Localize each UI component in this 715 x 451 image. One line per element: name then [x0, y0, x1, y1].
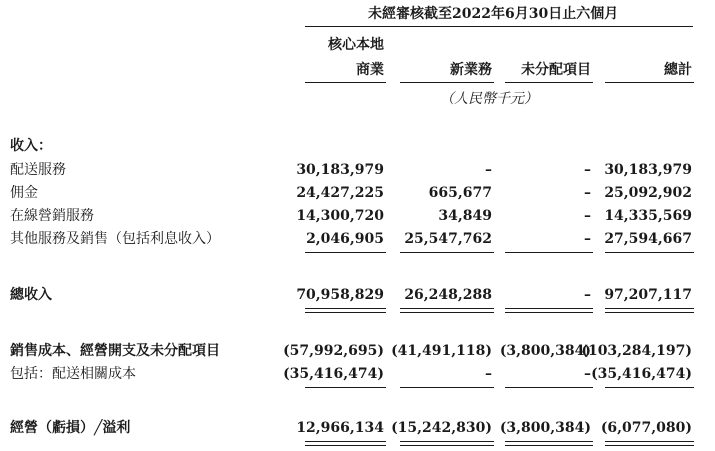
- total-double-rule-3: [505, 308, 593, 313]
- operating-double-rule-1: [305, 441, 386, 446]
- operating-double-rule-3: [505, 441, 593, 446]
- cell: 14,300,720: [296, 208, 384, 224]
- col-header-new: 新業務: [450, 62, 492, 78]
- costs-rule-1: [305, 387, 386, 388]
- cell: –: [584, 208, 591, 224]
- subtotal-rule-3: [505, 252, 593, 253]
- col-header-core-line2: 商業: [356, 62, 384, 78]
- cell: 70,958,829: [296, 287, 384, 303]
- cell: (35,416,474): [283, 366, 384, 382]
- cell: 665,677: [428, 185, 492, 201]
- col-underline-3: [505, 82, 593, 83]
- costs-rule-4: [605, 387, 694, 388]
- cell: –: [485, 162, 492, 178]
- cell: (15,242,830): [391, 420, 492, 436]
- total-double-rule-1: [305, 308, 386, 313]
- cell: 97,207,117: [604, 287, 692, 303]
- cell: –: [584, 185, 591, 201]
- cell: –: [584, 366, 591, 382]
- col-header-core-line1: 核心本地: [328, 37, 384, 53]
- row-label: 配送服務: [10, 162, 66, 178]
- operating-double-rule-2: [400, 441, 494, 446]
- cell: 14,335,569: [604, 208, 692, 224]
- row-label: 經營（虧損）╱溢利: [10, 420, 131, 436]
- row-label: 銷售成本、經營開支及未分配項目: [10, 343, 220, 359]
- cell: 24,427,225: [296, 185, 384, 201]
- subtotal-rule-1: [305, 252, 386, 253]
- operating-double-rule-4: [605, 441, 694, 446]
- col-header-unallocated: 未分配項目: [521, 62, 591, 78]
- cell: 34,849: [438, 208, 492, 224]
- subtotal-rule-4: [605, 252, 694, 253]
- total-double-rule-2: [400, 308, 494, 313]
- total-double-rule-4: [605, 308, 694, 313]
- col-underline-1: [305, 82, 386, 83]
- cell: 26,248,288: [404, 287, 492, 303]
- cell: –: [584, 162, 591, 178]
- period-underline: [305, 26, 693, 27]
- cell: –: [584, 287, 591, 303]
- unit-label: （人民幣千元）: [440, 91, 538, 107]
- cell: (41,491,118): [391, 343, 492, 359]
- row-label: 總收入: [10, 287, 52, 303]
- revenue-heading: 收入：: [10, 138, 52, 154]
- cell: –: [584, 231, 591, 247]
- cell: 2,046,905: [306, 231, 384, 247]
- row-label: 佣金: [10, 185, 38, 201]
- cell: 25,092,902: [604, 185, 692, 201]
- cell: 30,183,979: [604, 162, 692, 178]
- subtotal-rule-2: [400, 252, 494, 253]
- row-label: 在線營銷服務: [10, 208, 94, 224]
- period-header: 未經審核截至2022年6月30日止六個月: [368, 6, 619, 22]
- row-label: 其他服務及銷售（包括利息收入）: [10, 231, 220, 247]
- cell: (6,077,080): [600, 420, 692, 436]
- row-label: 包括：配送相關成本: [10, 366, 136, 382]
- cell: (35,416,474): [591, 366, 692, 382]
- cell: 27,594,667: [604, 231, 692, 247]
- cell: (103,284,197): [581, 343, 692, 359]
- cell: 12,966,134: [296, 420, 384, 436]
- col-underline-4: [605, 82, 694, 83]
- costs-rule-2: [400, 387, 494, 388]
- cell: 25,547,762: [404, 231, 492, 247]
- col-header-total: 總計: [664, 62, 692, 78]
- costs-rule-3: [505, 387, 593, 388]
- cell: (3,800,384): [499, 420, 591, 436]
- cell: 30,183,979: [296, 162, 384, 178]
- cell: (3,800,384): [499, 343, 591, 359]
- cell: –: [485, 366, 492, 382]
- cell: (57,992,695): [283, 343, 384, 359]
- col-underline-2: [400, 82, 494, 83]
